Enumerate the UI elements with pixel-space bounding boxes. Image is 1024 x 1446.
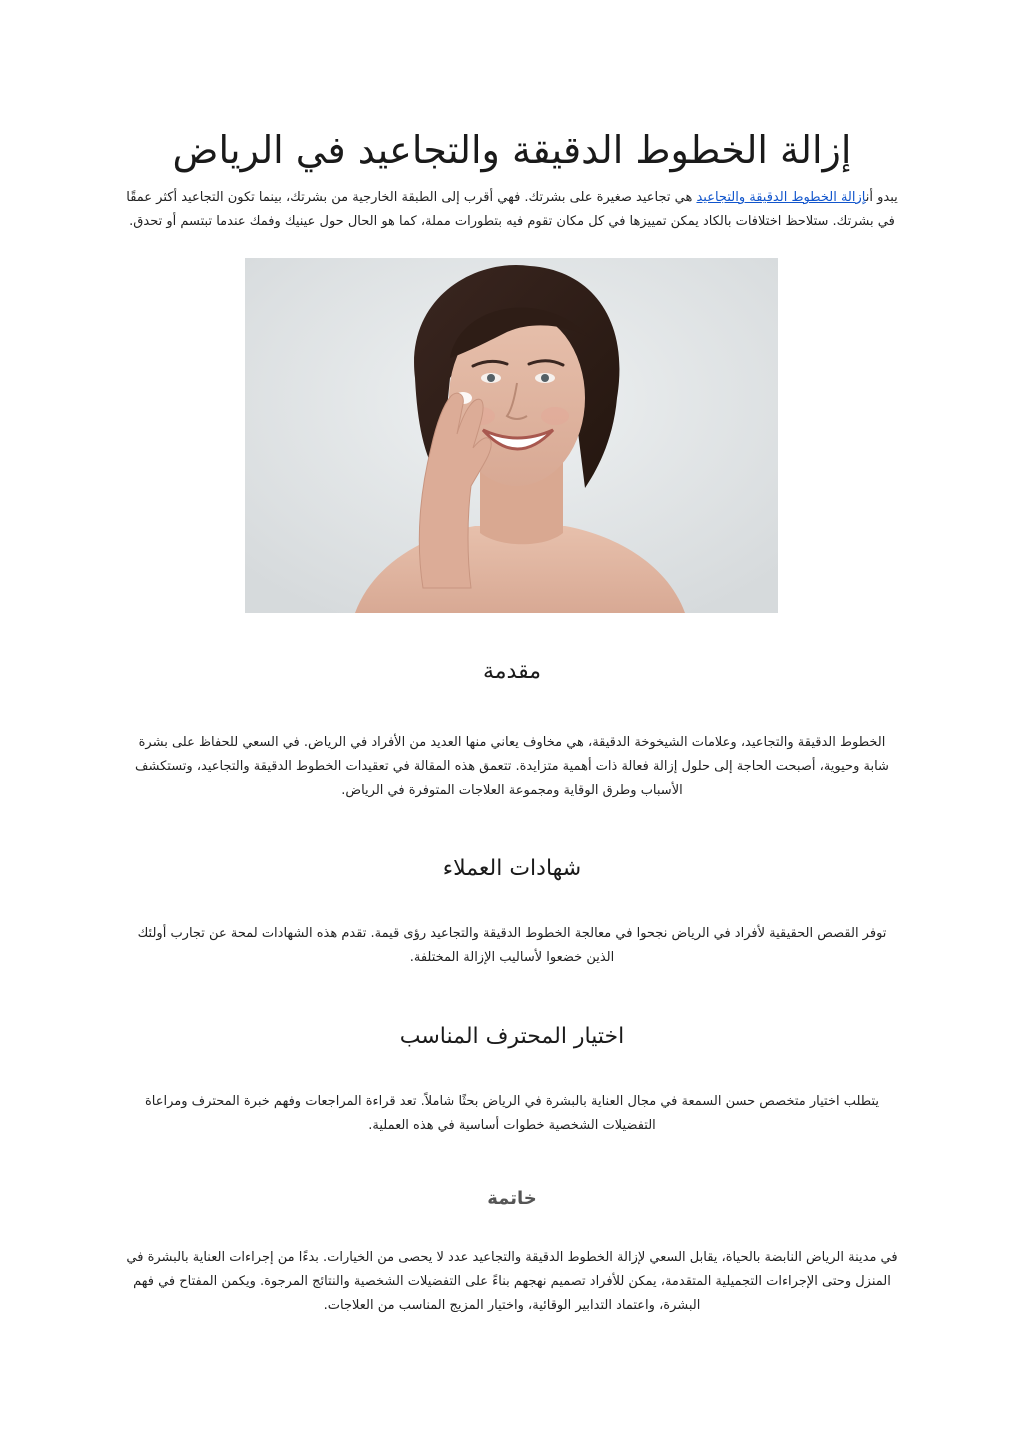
section-body-introduction: الخطوط الدقيقة والتجاعيد، وعلامات الشيخوخة الدقيقة، هي مخاوف يعاني منها العديد من الأفراد في الرياض. في السعي للحفاظ على بشرة شابة وحيوية، أصبحت الحاجة إلى حلول إزالة فعالة ذات أهمية متزايدة. تتعمق هذه المقالة في تعقيدات الخطوط الدقيقة والتجاعيد، وتستكشف الأسباب وطرق الوقاية ومجموعة العلاجات المتوفرة في الرياض. xyxy=(135,735,889,798)
section-heading-choosing-professional: اختيار المحترف المناسب xyxy=(399,1024,625,1049)
section-body-testimonials: توفر القصص الحقيقية لأفراد في الرياض نجحوا في معالجة الخطوط الدقيقة والتجاعيد رؤى قيمة. تقدم هذه الشهادات لمحة عن تجارب أولئك الذين خضعوا لأساليب الإزالة المختلفة. xyxy=(137,926,887,965)
section-heading-introduction: مقدمة xyxy=(482,659,542,684)
intro-paragraph xyxy=(126,186,898,234)
intro-text-end: هي تجاعيد صغيرة على بشرتك. فهي أقرب إلى الطبقة الخارجية من بشرتك، بينما تكون التجاعيد أكثر عمقًا في بشرتك. ستلاحظ اختلافات بالكاد يمكن تمييزها في كل مكان تقوم فيه بتطورات مملة، كما هو الحال حول عينيك وفمك عندما تبتسم أو تحدق. xyxy=(126,190,895,229)
section-body-conclusion: في مدينة الرياض النابضة بالحياة، يقابل السعي لإزالة الخطوط الدقيقة والتجاعيد عدد لا يحصى من الخيارات. بدءًا من إجراءات العناية بالبشرة في المنزل وحتى الإجراءات التجميلية المتقدمة، يمكن للأفراد تصميم نهجهم بناءً على التفضيلات الشخصية والنتائج المرجوة. ويكمن المفتاح في فهم البشرة، واعتماد التدابير الوقائية، واختيار المزيج المناسب من العلاجات. xyxy=(126,1250,898,1313)
section-body-choosing-professional: يتطلب اختيار متخصص حسن السمعة في مجال العناية بالبشرة في الرياض بحثًا شاملاً. تعد قراءة المراجعات وفهم خبرة المحترف ومراعاة التفضيلات الشخصية خطوات أساسية في هذه العملية. xyxy=(144,1094,880,1133)
page-title: إزالة الخطوط الدقيقة والتجاعيد في الرياض xyxy=(172,128,852,172)
intro-link[interactable]: إزالة الخطوط الدقيقة والتجاعيد xyxy=(696,190,866,205)
section-heading-testimonials: شهادات العملاء xyxy=(442,856,582,881)
section-heading-conclusion: خاتمة xyxy=(487,1188,537,1209)
hero-illustration xyxy=(245,258,778,613)
intro-text-start: يبدو أن xyxy=(865,190,898,205)
hero-photo-smiling-woman xyxy=(245,258,778,613)
